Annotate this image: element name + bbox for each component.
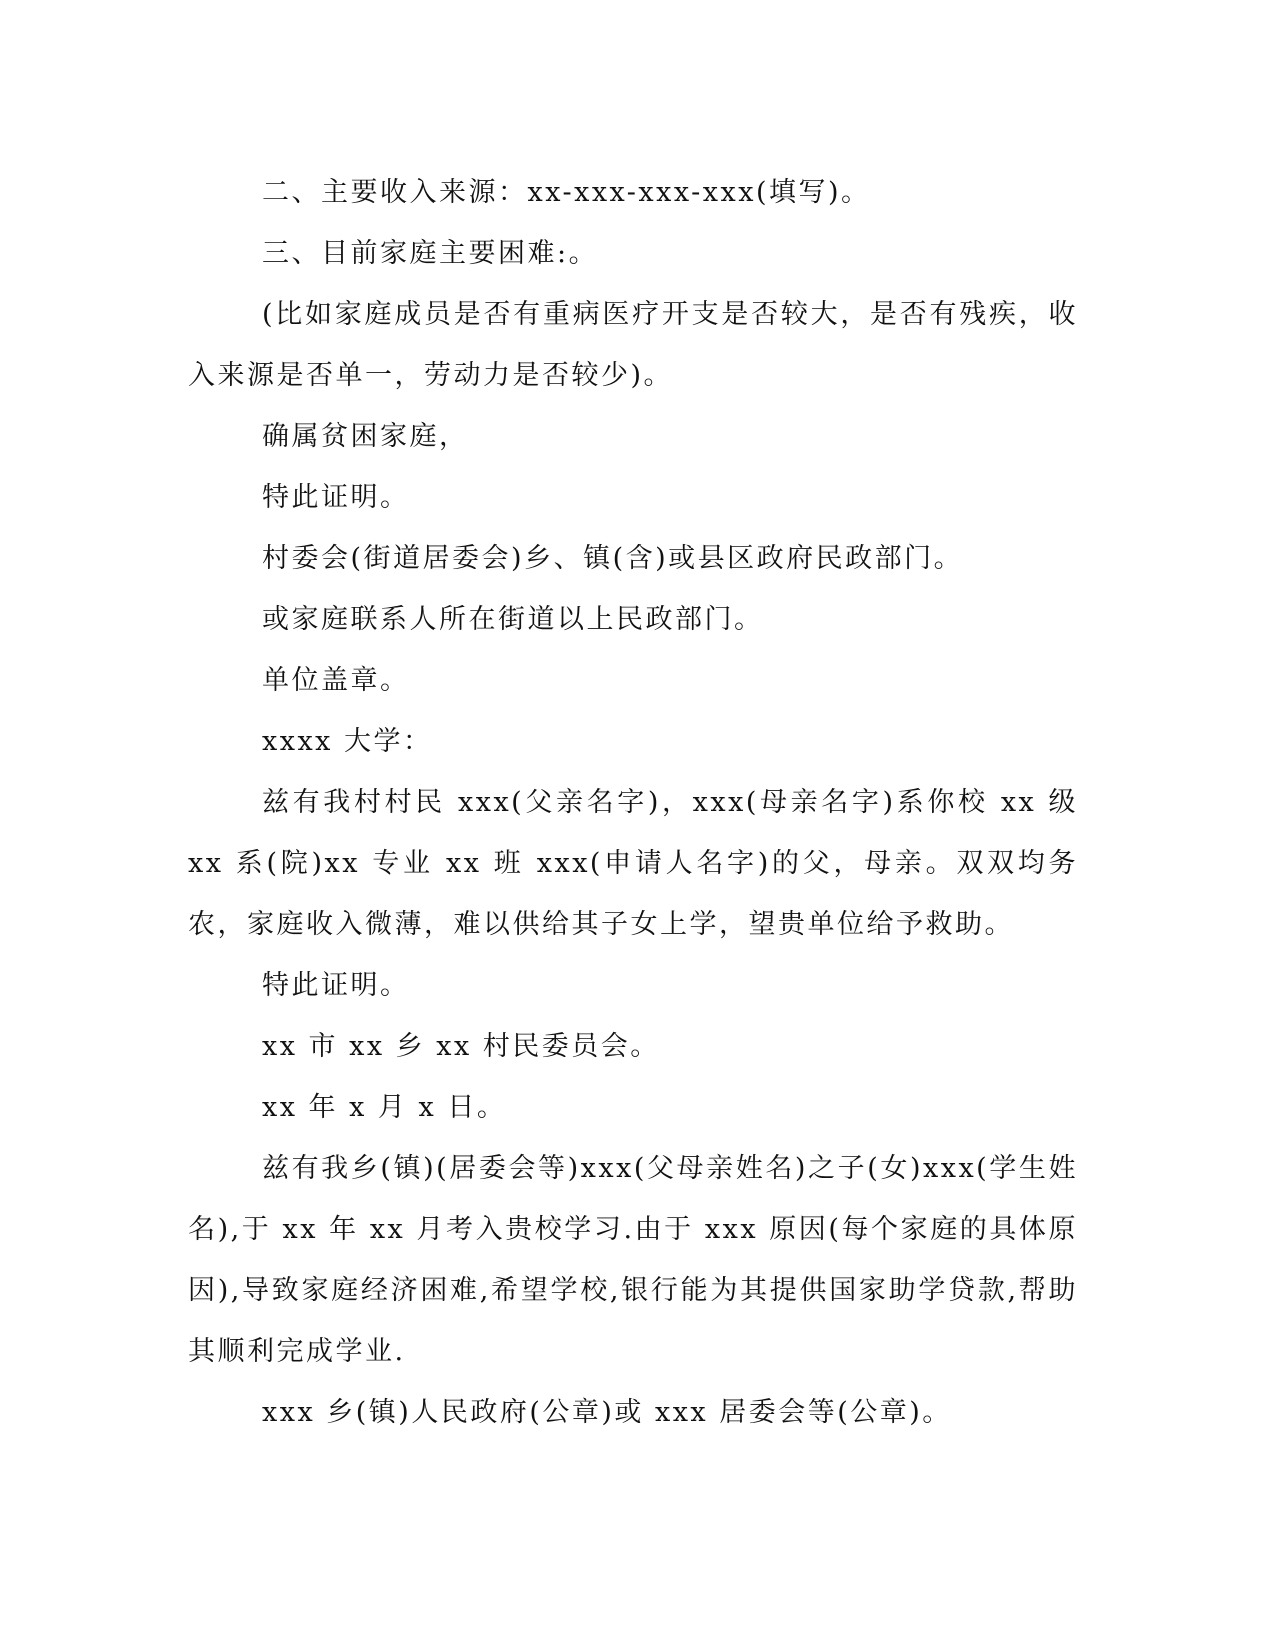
paragraph-family-difficulty: 三、目前家庭主要困难:。 [262, 238, 599, 269]
paragraph-village-committee: xx 市 xx 乡 xx 村民委员会。 [262, 1031, 660, 1062]
paragraph-confirmed-poor: 确属贫困家庭， [262, 421, 469, 452]
paragraph-income-source: 二、主要收入来源：xx-xxx-xxx-xxx(填写)。 [262, 177, 871, 208]
paragraph-addressee: xxxx 大学： [262, 726, 433, 757]
paragraph-unit-seal: 单位盖章。 [262, 665, 410, 696]
paragraph-loan-certificate-body: 兹有我乡(镇)(居委会等)xxx(父母亲姓名)之子(女)xxx(学生姓名),于 xx 年 xx 月考入贵校学习.由于 xxx 原因(每个家庭的具体原因),导致家庭经济困难,希望学校,银行能为其提供国家助学贷款,帮助其顺利完成学业. [188, 1153, 1078, 1367]
paragraph-issuing-authority: 村委会(街道居委会)乡、镇(含)或县区政府民政部门。 [262, 543, 964, 574]
paragraph-certificate-body: 兹有我村村民 xxx(父亲名字)，xxx(母亲名字)系你校 xx 级 xx 系(院)xx 专业 xx 班 xxx(申请人名字)的父，母亲。双双均务农，家庭收入微薄，难以供给其子女上学，望贵单位给予救助。 [188, 787, 1078, 940]
paragraph-government-seal: xxx 乡(镇)人民政府(公章)或 xxx 居委会等(公章)。 [262, 1397, 952, 1428]
paragraph-alt-authority: 或家庭联系人所在街道以上民政部门。 [262, 604, 764, 635]
paragraph-difficulty-examples: (比如家庭成员是否有重病医疗开支是否较大，是否有残疾，收入来源是否单一，劳动力是否较少)。 [188, 299, 1078, 391]
paragraph-hereby-certify-2: 特此证明。 [262, 970, 410, 1001]
paragraph-hereby-certify: 特此证明。 [262, 482, 410, 513]
document-body [188, 162, 1078, 1443]
paragraph-date: xx 年 x 月 x 日。 [262, 1092, 507, 1123]
